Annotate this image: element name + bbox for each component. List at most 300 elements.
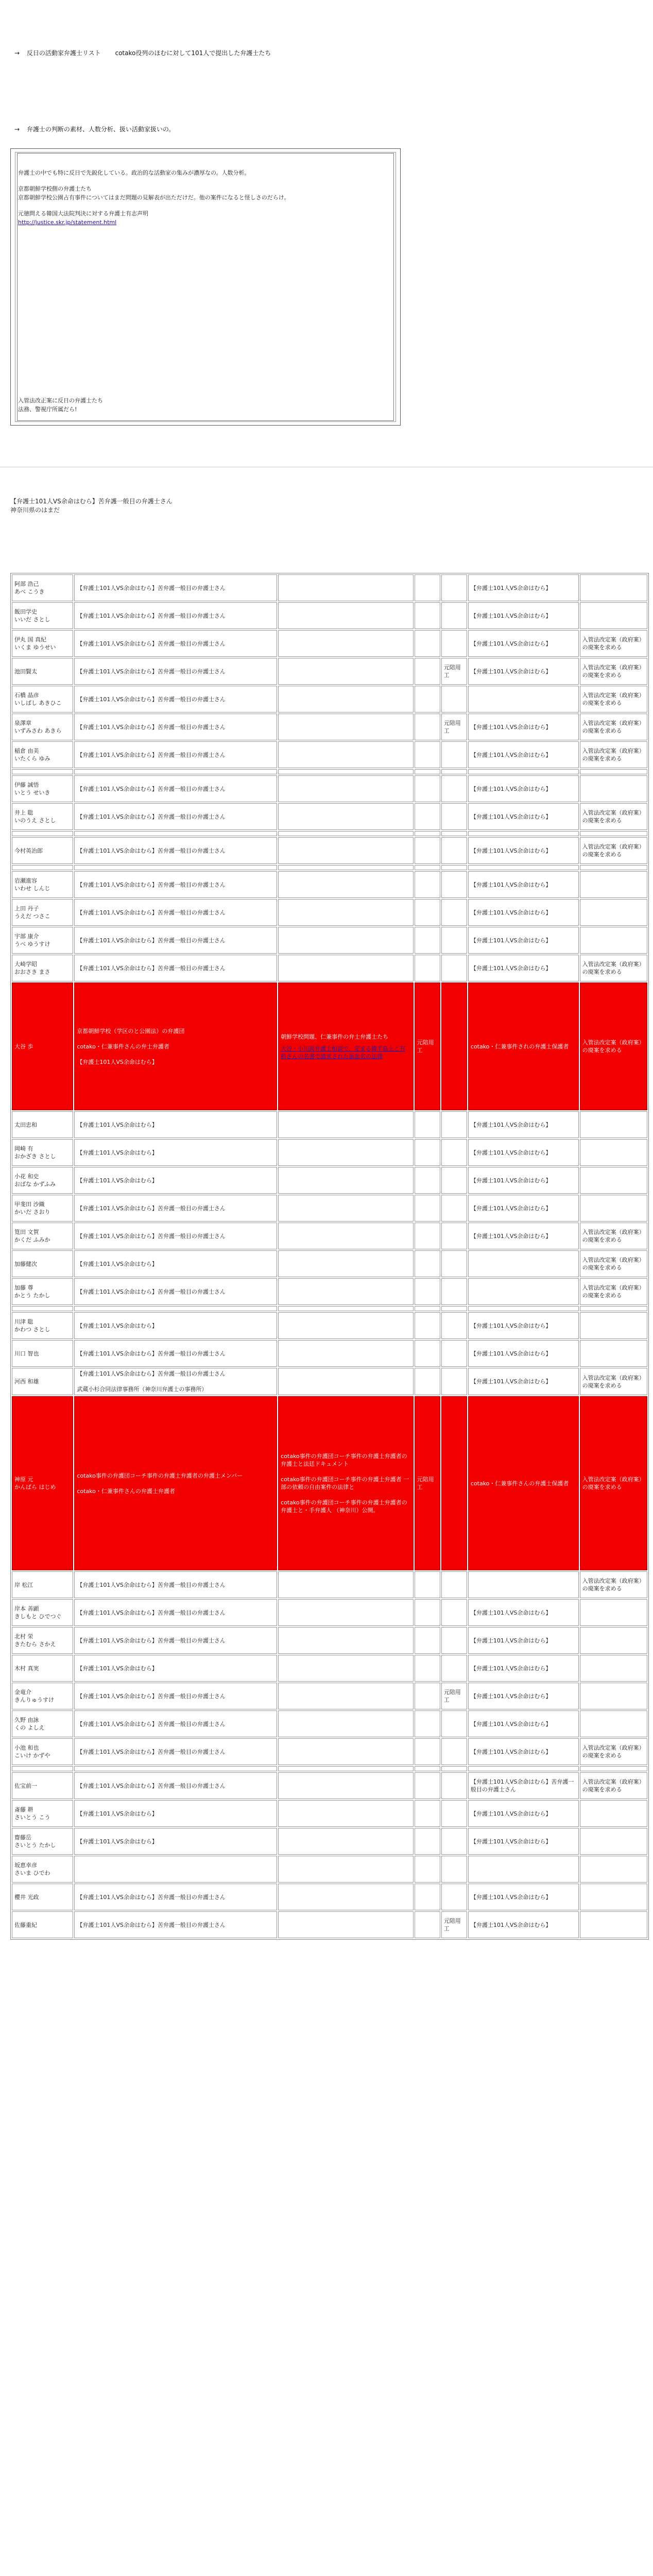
table-cell — [415, 1223, 440, 1249]
lawyer-table — [10, 573, 649, 1940]
case-link[interactable]: 大谷・小川両弁護士相談で、定まる韓半島上こ有料さんの名書で請求された訴訟名の法律 — [281, 1045, 405, 1060]
empty-cell — [74, 1306, 277, 1311]
table-cell — [74, 899, 277, 926]
cell-text: 入管法改定案（政府案）の廃案を求める — [582, 692, 645, 706]
cell-text: 【弁護士101人VS余命はむら】 — [470, 1637, 552, 1644]
table-cell — [278, 1278, 414, 1305]
table-cell — [278, 803, 414, 830]
lawyer-name-cell — [12, 1223, 73, 1249]
lawyer-name-cell — [12, 1655, 73, 1682]
table-cell — [580, 1312, 647, 1339]
lawyer-name-cell — [12, 899, 73, 926]
cell-text: 【弁護士101人VS余命はむら】苦弁護一般目の弁護士さん — [77, 1748, 226, 1755]
cell-text: 【弁護士101人VS余命はむら】苦弁護一般目の弁護士さん — [77, 584, 226, 591]
table-cell — [278, 1856, 414, 1883]
table-cell — [580, 1250, 647, 1277]
cell-text: 【弁護士101人VS余命はむら】苦弁護一般目の弁護士さん — [77, 751, 226, 758]
cell-text: cotako・仁兼事件されの弁護士保護者 — [470, 1043, 569, 1050]
table-cell — [441, 574, 467, 601]
table-cell — [441, 1884, 467, 1910]
cell-text: 入管法改定案（政府案）の廃案を求める — [582, 1476, 645, 1490]
cell-text: 【弁護士101人VS余命はむら】苦弁護一般目の弁護士さん — [77, 1232, 226, 1240]
cell-text: 【弁護士101人VS余命はむら】 — [77, 1121, 158, 1128]
table-cell — [580, 1167, 647, 1194]
table-row — [12, 955, 647, 981]
lawyer-name-cell — [12, 1884, 73, 1910]
cell-text: 【弁護士101人VS余命はむら】 — [470, 937, 552, 944]
table-cell — [415, 899, 440, 926]
lawyer-name: 飯田学史 いいだ さとし — [14, 608, 50, 623]
table-cell — [468, 1368, 579, 1395]
table-cell — [468, 1278, 579, 1305]
table-cell — [74, 1599, 277, 1626]
table-row — [12, 1111, 647, 1138]
cell-text: 元陪用工 — [443, 1689, 461, 1703]
lawyer-name: 甲斐田 沙織 かいだ さおり — [14, 1201, 50, 1215]
table-cell — [441, 1340, 467, 1367]
lawyer-name-cell — [12, 1683, 73, 1709]
table-cell — [468, 658, 579, 685]
table-cell — [580, 1856, 647, 1883]
table-cell — [441, 1195, 467, 1222]
cell-text: 【弁護士101人VS余命はむら】 — [77, 1665, 158, 1672]
table-cell — [74, 714, 277, 740]
table-cell — [278, 1396, 414, 1570]
empty-cell — [74, 769, 277, 774]
empty-cell — [468, 769, 579, 774]
table-cell — [468, 741, 579, 768]
table-cell — [441, 1800, 467, 1827]
lawyer-name-cell — [12, 630, 73, 657]
lawyer-name-cell — [12, 1250, 73, 1277]
table-cell — [74, 955, 277, 981]
table-cell — [278, 1911, 414, 1938]
cell-text: 入管法改定案（政府案）の廃案を求める — [582, 1578, 645, 1592]
lawyer-name-cell — [12, 1340, 73, 1367]
empty-cell — [580, 1766, 647, 1771]
table-row — [12, 741, 647, 768]
cell-text: 【弁護士101人VS余命はむら】苦弁護一般目の弁護士さん — [77, 1720, 226, 1727]
table-cell — [278, 658, 414, 685]
table-cell — [468, 1250, 579, 1277]
cell-text: 【弁護士101人VS余命はむら】苦弁護一般目の弁護士さん — [77, 696, 226, 703]
table-row — [12, 1250, 647, 1277]
cell-text: 【弁護士101人VS余命はむら】 — [470, 751, 552, 758]
table-row — [12, 1167, 647, 1194]
lawyer-name-cell — [12, 1167, 73, 1194]
table-cell — [74, 1627, 277, 1654]
table-cell — [580, 1195, 647, 1222]
table-cell — [468, 775, 579, 802]
table-cell — [441, 630, 467, 657]
table-cell — [74, 837, 277, 864]
cell-text: 【弁護士101人VS余命はむら】苦弁護一般目の弁護士さん — [77, 1921, 226, 1928]
lawyer-name: 加藤 尊 かとう たかし — [14, 1284, 50, 1299]
cell-text: 【弁護士101人VS余命はむら】 — [470, 1149, 552, 1156]
table-row — [12, 686, 647, 713]
cell-text: 【弁護士101人VS余命はむら】苦弁護一般目の弁護士さん — [77, 1350, 226, 1357]
nav-link-analysis[interactable]: 弁護士の判断の素材、人数分析、扱い活動家扱いの。 — [26, 126, 175, 133]
table-cell — [580, 1738, 647, 1765]
table-cell — [580, 775, 647, 802]
cell-text: 入管法改定案（政府案）の廃案を求める — [582, 809, 645, 824]
intro-line: 京都朝鮮学校公園占有事件についてはまだ問題の見解表が出ただけだ。他の案件になると怪しさのだらけ。 — [18, 194, 290, 201]
lawyer-name: 太田忠和 — [14, 1121, 37, 1128]
lawyer-name-cell — [12, 658, 73, 685]
empty-cell — [468, 1766, 579, 1771]
table-cell — [580, 1800, 647, 1827]
lawyer-name-cell — [12, 1856, 73, 1883]
lawyer-name-cell — [12, 1396, 73, 1570]
empty-cell — [74, 865, 277, 870]
cell-text: 【弁護士101人VS余命はむら】 — [470, 1205, 552, 1212]
cell-text: 【弁護士101人VS余命はむら】苦弁護一般目の弁護士さん 武蔵小杉合同法律事務所（神奈川弁護士の事務所） — [77, 1370, 226, 1393]
table-row — [12, 1772, 647, 1799]
intro-line: 京都朝鮮学校側の弁護士たち — [18, 185, 92, 192]
intro-body — [18, 168, 393, 227]
table-cell — [278, 871, 414, 898]
empty-cell — [12, 865, 73, 870]
lawyer-name-cell — [12, 1800, 73, 1827]
table-cell — [441, 1368, 467, 1395]
cell-text: 【弁護士101人VS余命はむら】苦弁護一般目の弁護士さん — [77, 1782, 226, 1789]
table-row — [12, 1599, 647, 1626]
table-cell — [415, 871, 440, 898]
table-cell — [580, 1828, 647, 1855]
table-row — [12, 1571, 647, 1598]
table-cell — [441, 775, 467, 802]
table-cell — [468, 1828, 579, 1855]
cell-text: cotako・仁兼事件さんの弁護士保護者 — [470, 1480, 569, 1487]
lawyer-name: 齋藤岳 さいとう たかし — [14, 1834, 56, 1849]
table-cell — [580, 1571, 647, 1598]
table-cell — [468, 1884, 579, 1910]
table-cell — [415, 1167, 440, 1194]
lawyer-name-cell — [12, 1627, 73, 1654]
table-cell — [415, 658, 440, 685]
table-cell — [468, 1856, 579, 1883]
cell-text: 【弁護士101人VS余命はむら】 — [470, 1921, 552, 1928]
table-cell — [415, 574, 440, 601]
arrow-right-icon: → — [14, 126, 20, 133]
empty-cell — [12, 831, 73, 836]
table-cell — [441, 602, 467, 629]
table-row — [12, 899, 647, 926]
table-cell — [441, 1683, 467, 1709]
table-row — [12, 1800, 647, 1827]
table-cell — [415, 1738, 440, 1765]
table-cell — [580, 1368, 647, 1395]
spacer-row — [12, 1766, 647, 1771]
table-cell — [441, 1738, 467, 1765]
lawyer-name: 久野 由詠 くの よしえ — [14, 1717, 45, 1731]
table-row — [12, 574, 647, 601]
lawyer-name-cell — [12, 1599, 73, 1626]
table-cell — [468, 1599, 579, 1626]
empty-cell — [278, 1306, 414, 1311]
table-cell — [415, 1911, 440, 1938]
empty-cell — [580, 1306, 647, 1311]
table-cell — [441, 714, 467, 740]
table-cell — [415, 982, 440, 1110]
empty-cell — [415, 865, 440, 870]
cell-text: 【弁護士101人VS余命はむら】 — [77, 1322, 158, 1329]
intro-line: 弁護士の中でも特に反日で先鋭化している。政治的な活動家の集みが濃厚なの。人数分析。 — [18, 170, 250, 176]
table-cell — [74, 982, 277, 1110]
empty-cell — [580, 769, 647, 774]
table-cell — [415, 1111, 440, 1138]
table-row — [12, 1278, 647, 1305]
table-cell — [580, 1278, 647, 1305]
table-cell — [441, 899, 467, 926]
table-row — [12, 1312, 647, 1339]
cell-text: 【弁護士101人VS余命はむら】 — [470, 1378, 552, 1385]
table-cell — [468, 1683, 579, 1709]
empty-cell — [468, 831, 579, 836]
table-cell — [415, 1396, 440, 1570]
lawyer-name-cell — [12, 1828, 73, 1855]
table-cell — [74, 741, 277, 768]
table-cell — [441, 1167, 467, 1194]
cell-text: 【弁護士101人VS余命はむら】 — [470, 1748, 552, 1755]
cell-text: 入管法改定案（政府案）の廃案を求める — [582, 1229, 645, 1243]
cell-text: 入管法改定案（政府案）の廃案を求める — [582, 664, 645, 679]
table-cell — [468, 1655, 579, 1682]
cell-text: 元陪用工 — [417, 1476, 434, 1490]
table-cell — [580, 1772, 647, 1799]
empty-cell — [441, 1766, 467, 1771]
cell-text: 【弁護士101人VS余命はむら】苦弁護一般目の弁護士さん — [77, 1205, 226, 1212]
table-row — [12, 1340, 647, 1367]
table-cell — [441, 1571, 467, 1598]
spacer-row — [12, 865, 647, 870]
table-row — [12, 1738, 647, 1765]
table-cell — [441, 686, 467, 713]
empty-cell — [580, 865, 647, 870]
table-cell — [580, 686, 647, 713]
table-cell — [580, 1139, 647, 1166]
table-cell — [580, 1627, 647, 1654]
lawyer-name: 加藤健次 — [14, 1260, 37, 1267]
table-cell — [415, 1884, 440, 1910]
table-cell — [415, 837, 440, 864]
table-cell — [74, 1368, 277, 1395]
table-cell — [278, 837, 414, 864]
cell-text: 京都朝鮮学校（学区のと公園法）の弁護団 cotako・仁兼事件さんの弁士弁護者 【弁護士101人VS余命はむら】 — [77, 1027, 185, 1065]
table-cell — [278, 1800, 414, 1827]
lawyer-name-cell — [12, 927, 73, 954]
cell-text: 【弁護士101人VS余命はむら】苦弁護一般目の弁護士さん — [77, 640, 226, 647]
cell-text: 【弁護士101人VS余命はむら】 — [470, 640, 552, 647]
table-cell — [74, 1856, 277, 1883]
table-cell — [278, 775, 414, 802]
table-cell — [580, 1111, 647, 1138]
lawyer-name: 井上 聡 いのうえ さとし — [14, 809, 56, 824]
nav-link-statement[interactable]: cotako役列のほむに対して101人で提出した弁護士たち — [115, 49, 271, 57]
table-row — [12, 1195, 647, 1222]
lawyer-name: 岸 松江 — [14, 1581, 33, 1588]
table-cell — [441, 741, 467, 768]
table-cell — [415, 1340, 440, 1367]
cell-text: 【弁護士101人VS余命はむら】苦弁護一般目の弁護士さん — [77, 668, 226, 675]
table-row — [12, 775, 647, 802]
table-cell — [74, 927, 277, 954]
table-row — [12, 714, 647, 740]
table-row — [12, 1368, 647, 1395]
table-cell — [580, 741, 647, 768]
table-cell — [468, 1139, 579, 1166]
table-cell — [74, 1340, 277, 1367]
lawyer-name-cell — [12, 1278, 73, 1305]
lawyer-name-cell — [12, 741, 73, 768]
table-cell — [441, 955, 467, 981]
intro-frame — [10, 148, 401, 426]
lawyer-name: 大崎学昭 おおさき まさ — [14, 961, 50, 975]
table-cell — [468, 574, 579, 601]
lawyer-name: 岡崎 有 おかざき さとし — [14, 1145, 56, 1160]
table-cell — [468, 1167, 579, 1194]
lawyer-name: 宇部 康介 うべ ゆうすけ — [14, 933, 50, 947]
statement-link[interactable]: http://justice.skr.jp/statement.html — [18, 219, 117, 226]
cell-text: 【弁護士101人VS余命はむら】苦弁護一般目の弁護士さん — [77, 1893, 226, 1901]
cell-text: 【弁護士101人VS余命はむら】 — [77, 1838, 158, 1845]
cell-text: 【弁護士101人VS余命はむら】 — [77, 1260, 158, 1267]
table-row — [12, 658, 647, 685]
table-cell — [74, 1139, 277, 1166]
cell-text: cotako事件の弁護団コーチ事件の弁護士弁護者の弁護士メンバー cotako・仁兼事件さんの弁護士弁護者 — [77, 1472, 243, 1495]
lawyer-name: 斎藤 耕 さいとう こう — [14, 1806, 50, 1821]
table-cell — [415, 955, 440, 981]
table-cell — [74, 658, 277, 685]
table-row — [12, 1655, 647, 1682]
cell-text: 【弁護士101人VS余命はむら】苦弁護一般目の弁護士さん — [77, 909, 226, 916]
table-cell — [415, 1599, 440, 1626]
lawyer-name-cell — [12, 1571, 73, 1598]
cell-text: 【弁護士101人VS余命はむら】 — [470, 1665, 552, 1672]
nav-link-list[interactable]: 反日の活動家弁護士リスト — [26, 49, 101, 57]
table-cell — [441, 1312, 467, 1339]
table-cell — [278, 1195, 414, 1222]
table-cell — [415, 927, 440, 954]
table-row — [12, 927, 647, 954]
cell-text: 【弁護士101人VS余命はむら】苦弁護一般目の弁護士さん — [77, 937, 226, 944]
table-cell — [278, 714, 414, 740]
table-cell — [468, 630, 579, 657]
table-cell — [415, 602, 440, 629]
table-row — [12, 630, 647, 657]
table-cell — [415, 1571, 440, 1598]
table-cell — [468, 1738, 579, 1765]
table-cell — [468, 1911, 579, 1938]
lawyer-name: 伊丸 国 真紀 いくま ゆうせい — [14, 636, 56, 651]
table-cell — [441, 1250, 467, 1277]
lawyer-name-cell — [12, 602, 73, 629]
lawyer-name: 今村英治郎 — [14, 847, 43, 854]
cell-text: 【弁護士101人VS余命はむら】苦弁護一般目の弁護士さん — [77, 1609, 226, 1616]
table-cell — [415, 630, 440, 657]
lawyer-name: 上田 丹子 うえだ つさこ — [14, 905, 50, 920]
table-cell — [74, 1223, 277, 1249]
empty-cell — [468, 1306, 579, 1311]
table-cell — [580, 1655, 647, 1682]
intro-footer-line: 入管法改正案に反日の弁護士たち — [18, 397, 103, 404]
table-cell — [278, 1167, 414, 1194]
lawyer-name: 小花 和史 おばな かずふみ — [14, 1173, 56, 1188]
table-cell — [441, 658, 467, 685]
table-cell — [441, 1396, 467, 1570]
intro-footer — [18, 396, 103, 414]
lawyer-name-cell — [12, 1195, 73, 1222]
empty-cell — [12, 769, 73, 774]
table-cell — [278, 630, 414, 657]
table-cell — [415, 1828, 440, 1855]
table-cell — [74, 1828, 277, 1855]
empty-cell — [441, 769, 467, 774]
table-cell — [74, 1167, 277, 1194]
table-cell — [468, 1627, 579, 1654]
cell-text: cotako事件の弁護団コーチ事件の弁護士弁護者の弁護士と法廷ドキュメント cotako事件の弁護団コーチ事件の弁護士弁護者 一部の依頼の自由案件の法律と cotako事件の弁護団コーチ事件の弁護士弁護者の弁護士と・手弁護人 （神奈川）公開。 — [281, 1453, 409, 1514]
table-cell — [580, 1710, 647, 1737]
cell-text: 【弁護士101人VS余命はむら】 — [470, 1232, 552, 1240]
cell-text: 【弁護士101人VS余命はむら】苦弁護一般目の弁護士さん — [77, 785, 226, 792]
intro-line: 元徳問える韓国大法院判決に対する弁護士有志声明 — [18, 210, 148, 217]
table-cell — [278, 1884, 414, 1910]
cell-text: 【弁護士101人VS余命はむら】 — [470, 1810, 552, 1817]
table-cell — [278, 1139, 414, 1166]
table-cell — [468, 1195, 579, 1222]
table-cell — [278, 1599, 414, 1626]
table-cell — [441, 1278, 467, 1305]
table-cell — [74, 775, 277, 802]
cell-text: 【弁護士101人VS余命はむら】苦弁護一般目の弁護士さん — [77, 813, 226, 820]
table-cell — [278, 927, 414, 954]
table-cell — [415, 1655, 440, 1682]
table-cell — [468, 803, 579, 830]
table-cell — [278, 1111, 414, 1138]
cell-text: 【弁護士101人VS余命はむら】 — [470, 668, 552, 675]
table-cell — [415, 1772, 440, 1799]
table-cell — [468, 1396, 579, 1570]
table-cell — [415, 1627, 440, 1654]
cell-text: 元陪用工 — [417, 1039, 434, 1054]
empty-cell — [441, 831, 467, 836]
empty-cell — [415, 769, 440, 774]
table-cell — [468, 1772, 579, 1799]
table-cell — [415, 741, 440, 768]
table-cell — [441, 927, 467, 954]
lawyer-name-cell — [12, 1710, 73, 1737]
table-cell — [74, 574, 277, 601]
lawyer-name-cell — [12, 714, 73, 740]
section-title: 【弁護士101人VS余命はむら】苦弁護一般目の弁護士さん — [10, 498, 173, 505]
cell-text: 【弁護士101人VS余命はむら】 — [470, 964, 552, 972]
table-cell — [468, 602, 579, 629]
cell-text: 入管法改定案（政府案）の廃案を求める — [582, 843, 645, 858]
lawyer-name: 佐宝前一 — [14, 1782, 37, 1789]
lawyer-name: 石橋 晶彦 いしばし あきひこ — [14, 692, 62, 706]
lawyer-name-cell — [12, 1139, 73, 1166]
cell-text: 【弁護士101人VS余命はむら】 — [470, 881, 552, 888]
cell-text: 【弁護士101人VS余命はむら】苦弁護一般目の弁護士さん — [77, 612, 226, 619]
table-cell — [74, 1111, 277, 1138]
cell-text: 【弁護士101人VS余命はむら】苦弁護一般目の弁護士さん — [77, 881, 226, 888]
lawyer-name-cell — [12, 1111, 73, 1138]
lawyer-name-cell — [12, 982, 73, 1110]
table-cell — [74, 1655, 277, 1682]
lawyer-name-cell — [12, 1312, 73, 1339]
lawyer-name: 坂恵幸彦 さいま ひでわ — [14, 1862, 50, 1876]
lawyer-name: 北村 栄 きたむら さかえ — [14, 1633, 56, 1648]
